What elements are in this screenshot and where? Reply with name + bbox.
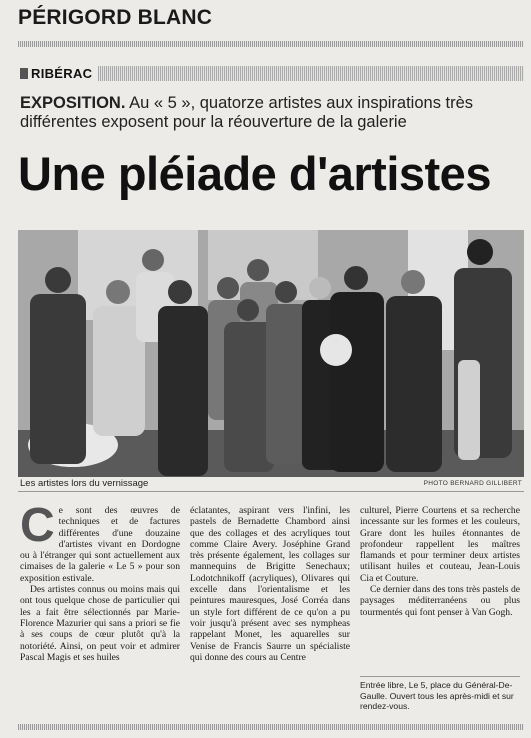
article-column-2 [190, 505, 350, 663]
paragraph: Des artistes connus ou moins mais qui ont tous quelque chose de particulier qui les a fait être sélectionnés par Marie-Florence Mazurier qui sans a priori se fie à ses coups de cœur plutôt qu'à la notoriété. Ainsi, on peut voir et admirer Pascal Magis et ses huiles [20, 584, 180, 663]
photo-caption: Les artistes lors du vernissage [20, 478, 149, 489]
article-photo [18, 230, 524, 477]
kicker-label: EXPOSITION. [20, 94, 126, 112]
practical-info: Entrée libre, Le 5, place du Général-De-Gaulle. Ouvert tous les après-midi et sur rendez-vous. [360, 676, 520, 712]
headline: Une pléiade d'artistes [18, 147, 491, 200]
section-header: PÉRIGORD BLANC [18, 6, 213, 29]
paragraph: culturel, Pierre Courtens et sa recherche incessante sur les formes et les couleurs, Grare dont les huiles étonnantes de profondeur rappellent les maîtres flamands et pour terminer deux artistes utilisant huiles et couteau, Jean-Louis Cia et Couture. [360, 505, 520, 584]
kicker [20, 94, 520, 132]
footer-rule [18, 724, 524, 730]
dropcap: C [20, 499, 55, 552]
paragraph-text: e sont des œuvres de techniques et de factures différentes d'une douzaine d'artistes vivant en Dordogne ou à l'étranger qui sont actuellement aux cimaises de la galerie « Le 5 » pour son exposition estivale. [20, 505, 180, 584]
kicker-text: Au « 5 », quatorze artistes aux inspirations très différentes exposent pour la réouverture de la galerie [20, 94, 474, 131]
tag-mark-icon [20, 68, 28, 79]
photo-caption-bar [18, 477, 524, 492]
photo-credit: PHOTO BERNARD GILLIBERT [423, 480, 522, 487]
location-label: RIBÉRAC [31, 66, 93, 81]
article-column-3 [360, 505, 520, 618]
group-photo-illustration [18, 230, 524, 477]
paragraph: éclatantes, aspirant vers l'infini, les pastels de Bernadette Chambord ainsi que des collages et des acryliques tout comme Claire Avery. Joséphine Grand très présente également, les collages sur mannequins de Brigitte Senechaux; Lodotchnikoff (acryliques), Olivares qui excelle dans l'orientalisme et les peintures mauresques, José Corréa dans un style fort différent de ce qu'on a pu voir jusqu'à présent avec ses nympheas rappelant Monet, les aquarelles sur Venise de Francis Saurre un spécialiste qui donne des cours au Centre [190, 505, 350, 663]
article-column-1 [20, 499, 180, 663]
header-rule [18, 41, 524, 47]
location-tag [18, 66, 98, 81]
paragraph [20, 499, 180, 584]
paragraph: Ce dernier dans des tons très pastels de paysages méditerranéens ou plus tourmentés qui font penser à Van Gogh. [360, 584, 520, 618]
